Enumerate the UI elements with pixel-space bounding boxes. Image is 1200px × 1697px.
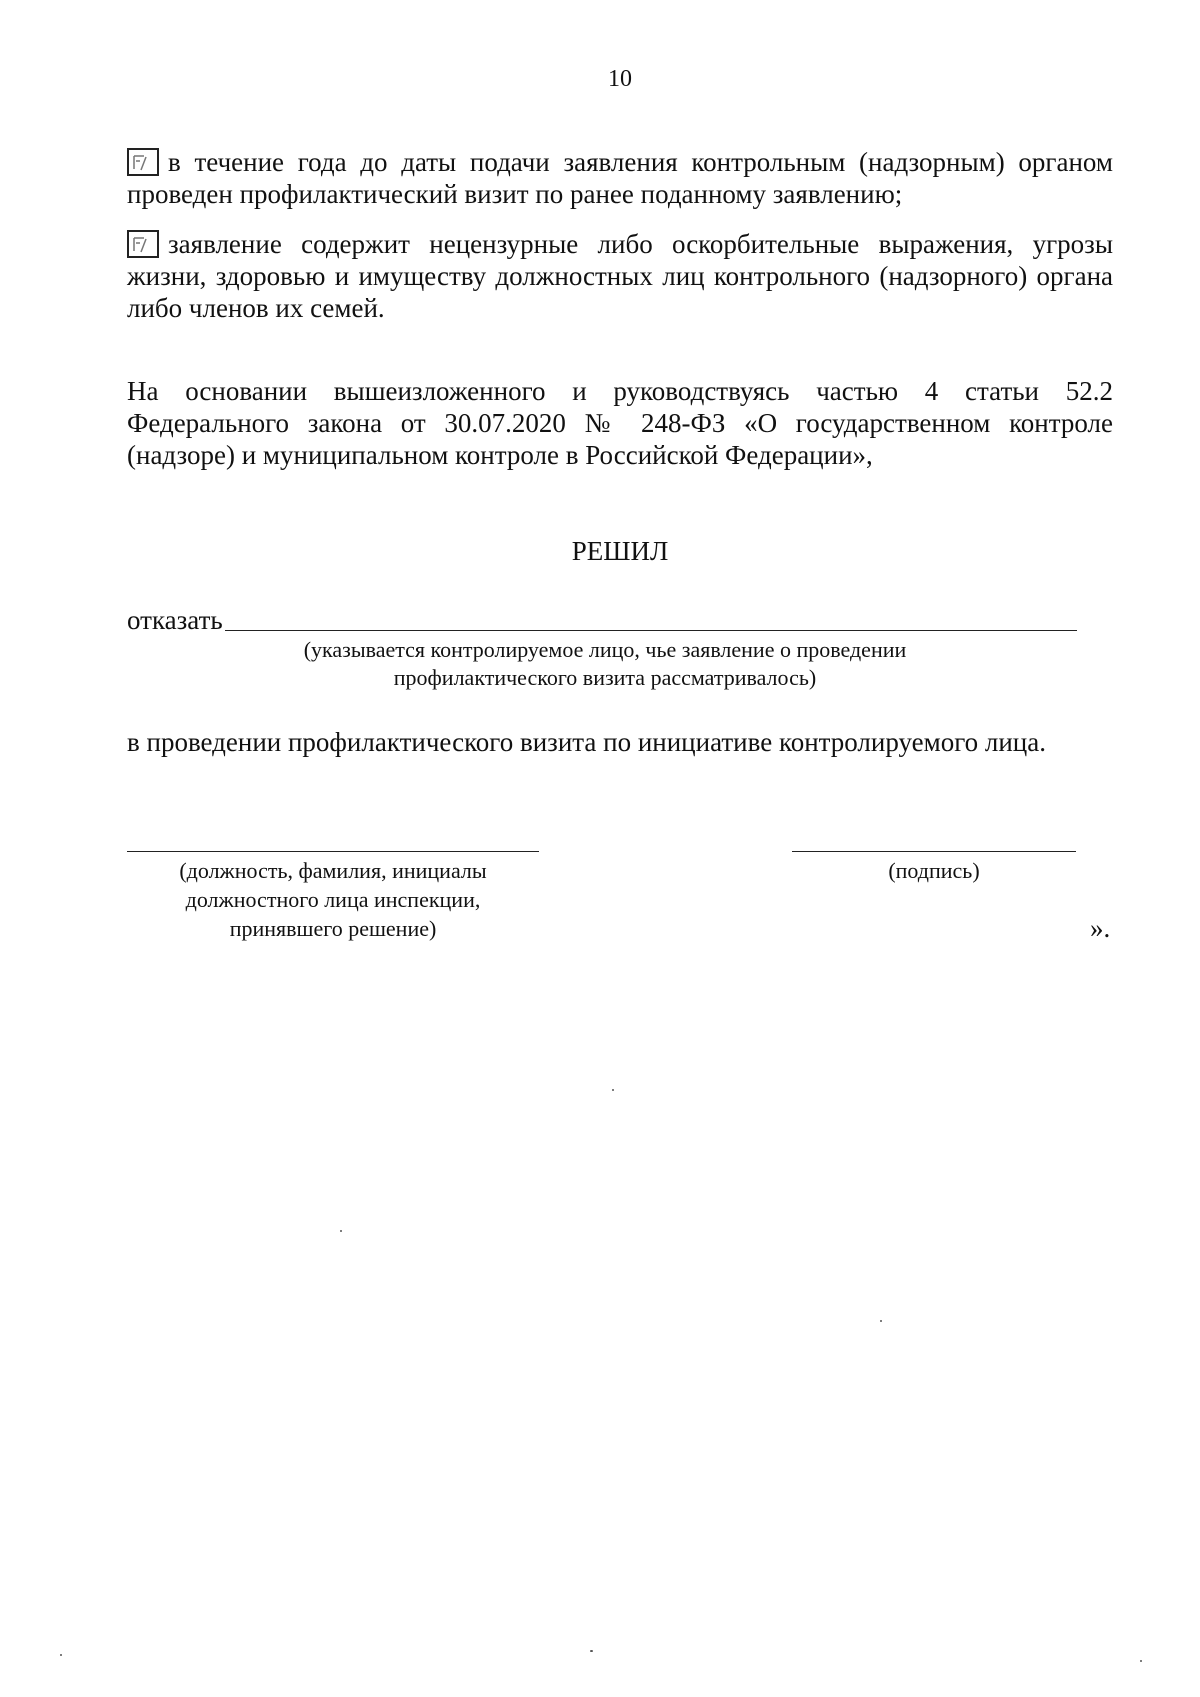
refuse-row bbox=[127, 604, 1077, 636]
closing-quote: ». bbox=[1090, 913, 1111, 943]
final-statement: в проведении профилактического визита по инициативе контролируемого лица. bbox=[127, 727, 1046, 757]
checkbox-checked-icon[interactable] bbox=[127, 148, 159, 176]
checkbox-checked-icon[interactable] bbox=[127, 230, 159, 258]
signature-caption: (подпись) bbox=[888, 858, 980, 883]
checkbox-item-2-text: заявление содержит нецензурные либо оскорбительные выражения, угрозы жизни, здоровью и имуществу должностных лиц контрольного (надзорного) органа либо членов их семей. bbox=[127, 229, 1113, 323]
refuse-label: отказать bbox=[127, 605, 223, 635]
official-name-line[interactable] bbox=[127, 851, 539, 852]
decision-heading: РЕШИЛ bbox=[571, 536, 669, 566]
scan-speck bbox=[340, 1230, 342, 1232]
refuse-hint: (указывается контролируемое лицо, чье заявление о проведении профилактического визита рассматривалось) bbox=[303, 637, 907, 690]
scan-speck bbox=[60, 1654, 62, 1656]
checkbox-item-2 bbox=[127, 228, 1113, 324]
scan-speck bbox=[880, 1320, 882, 1322]
scan-speck bbox=[1140, 1660, 1142, 1662]
checkbox-item-1-text: в течение года до даты подачи заявления контрольным (надзорным) органом проведен профилактический визит по ранее поданному заявлению; bbox=[127, 147, 1113, 209]
official-caption: (должность, фамилия, инициалы должностного лица инспекции, принявшего решение) bbox=[179, 858, 487, 941]
scan-speck bbox=[612, 1089, 614, 1091]
basis-paragraph: На основании вышеизложенного и руководствуясь частью 4 статьи 52.2 Федерального закона от 30.07.2020 № 248-ФЗ «О государственном контроле (надзоре) и муниципальном контроле в Российской Федерации», bbox=[127, 376, 1113, 470]
checkbox-item-1 bbox=[127, 146, 1113, 210]
scan-speck bbox=[590, 1650, 593, 1652]
refuse-blank-line[interactable] bbox=[225, 629, 1077, 631]
signature-line[interactable] bbox=[792, 851, 1076, 852]
page-number: 10 bbox=[608, 66, 632, 92]
